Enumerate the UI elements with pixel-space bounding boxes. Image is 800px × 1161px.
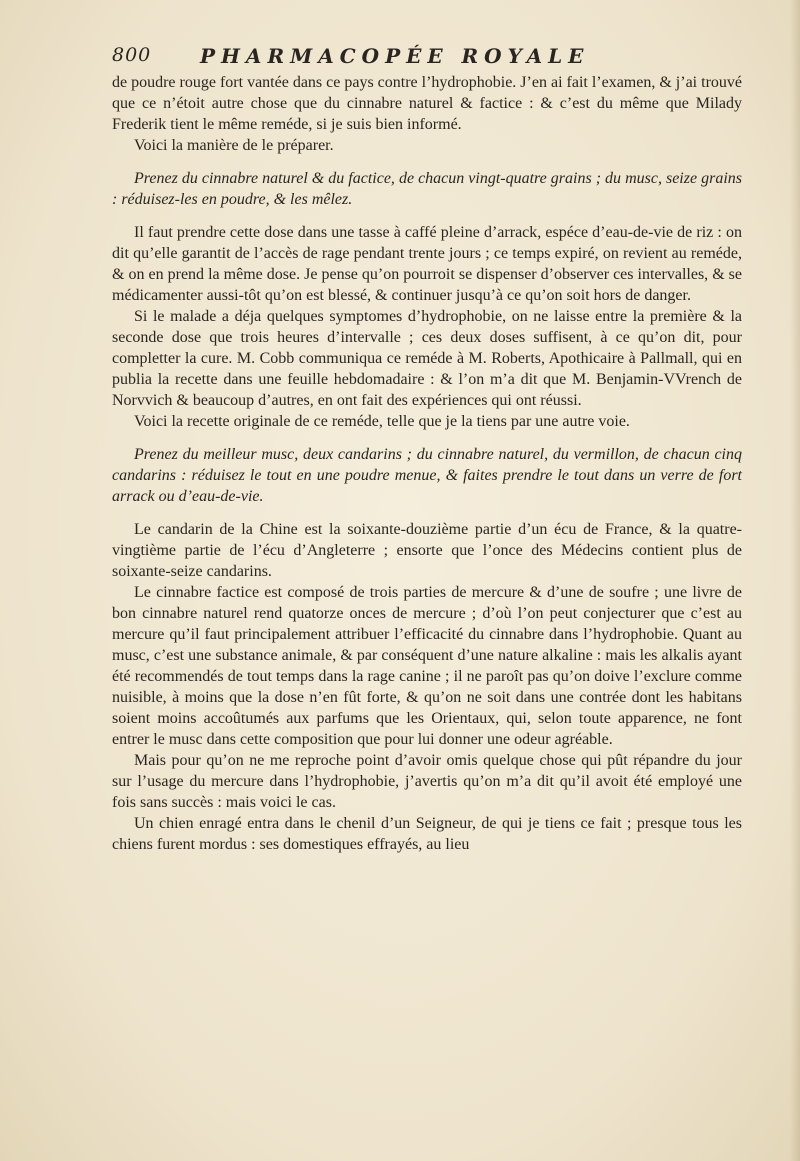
page-edge-shadow: [790, 0, 800, 1161]
paragraph-symptoms: Si le malade a déja quelques symptomes d’hydrophobie, on ne laisse entre la première & la seconde dose que trois heures d’intervalle ; ces deux doses suffisent, à ce qu’on dit, pour completter la cure. M. Cobb communiqua ce reméde à M. Roberts, Apothicaire à Pallmall, qui en publia la recette dans une feuille hebdomadaire : & l’on m’a dit que M. Benjamin-VVrench de Norvvich & beaucoup d’autres, en ont fait des expériences qui ont réussi.: [112, 308, 742, 409]
paragraph-mercure: Mais pour qu’on ne me reproche point d’avoir omis quelque chose qui pût répandre du jour sur l’usage du mercure dans l’hydrophobie, j’avertis qu’on m’a dit qu’il avoit été employé une fois sans succès : mais voici le cas.: [112, 752, 742, 811]
recipe-first: Prenez du cinnabre naturel & du factice, de chacun vingt-quatre grains ; du musc, seize grains : réduisez-les en poudre, & les mêlez.: [112, 170, 742, 208]
paragraph-intro: de poudre rouge fort vantée dans ce pays contre l’hydrophobie. J’en ai fait l’examen, & j’ai trouvé que ce n’étoit autre chose que du cinnabre naturel & factice : & c’est du même que Milady Frederik tient le même reméde, si je suis bien informé.: [112, 74, 742, 133]
paragraph-original-recipe-intro: Voici la recette originale de ce reméde, telle que je la tiens par une autre voie.: [134, 413, 630, 430]
body-text: [112, 72, 742, 855]
paragraph-preparation-intro: Voici la manière de le préparer.: [134, 137, 334, 154]
running-title: PHARMACOPÉE ROYALE: [200, 44, 590, 68]
page-number: 800: [112, 44, 152, 66]
recipe-original: Prenez du meilleur musc, deux candarins ; du cinnabre naturel, du vermillon, de chacun cinq candarins : réduisez le tout en une poudre menue, & faites prendre le tout dans un verre de fort arrack ou d’eau-de-vie.: [112, 446, 742, 505]
page-header: [112, 44, 740, 70]
paragraph-cinnabre: Le cinnabre factice est composé de trois parties de mercure & d’une de soufre ; une livre de bon cinnabre naturel rend quatorze onces de mercure ; d’où l’on peut conjecturer que c’est au mercure qu’il faut principalement attribuer l’efficacité du cinnabre dans l’hydrophobie. Quant au musc, c’est une substance animale, & par conséquent d’une nature alkaline : mais les alkalis ayant été recommendés de tout temps dans la rage canine ; il ne paroît pas qu’on doive l’exclure comme nuisible, à moins que la dose n’en fût forte, & qu’on ne soit dans une contrée dont les habitans soient moins accoûtumés aux parfums que les Orientaux, qui, selon toute apparence, ne font entrer le musc dans cette composition que pour lui donner une odeur agréable.: [112, 584, 742, 748]
paragraph-chien: Un chien enragé entra dans le chenil d’un Seigneur, de qui je tiens ce fait ; presque tous les chiens furent mordus : ses domestiques effrayés, au lieu: [112, 815, 742, 853]
paragraph-candarin: Le candarin de la Chine est la soixante-douzième partie d’un écu de France, & la quatre-vingtième partie de l’écu d’Angleterre ; ensorte que l’once des Médecins contient plus de soixante-seize candarins.: [112, 521, 742, 580]
paragraph-dose: Il faut prendre cette dose dans une tasse à caffé pleine d’arrack, espéce d’eau-de-vie de riz : on dit qu’elle garantit de l’accès de rage pendant trente jours ; ce temps expiré, on revient au reméde, & on en prend la même dose. Je pense qu’on pourroit se dispenser d’observer ces intervalles, & se médicamenter aussi-tôt qu’on est blessé, & continuer jusqu’à ce qu’on soit hors de danger.: [112, 224, 742, 304]
